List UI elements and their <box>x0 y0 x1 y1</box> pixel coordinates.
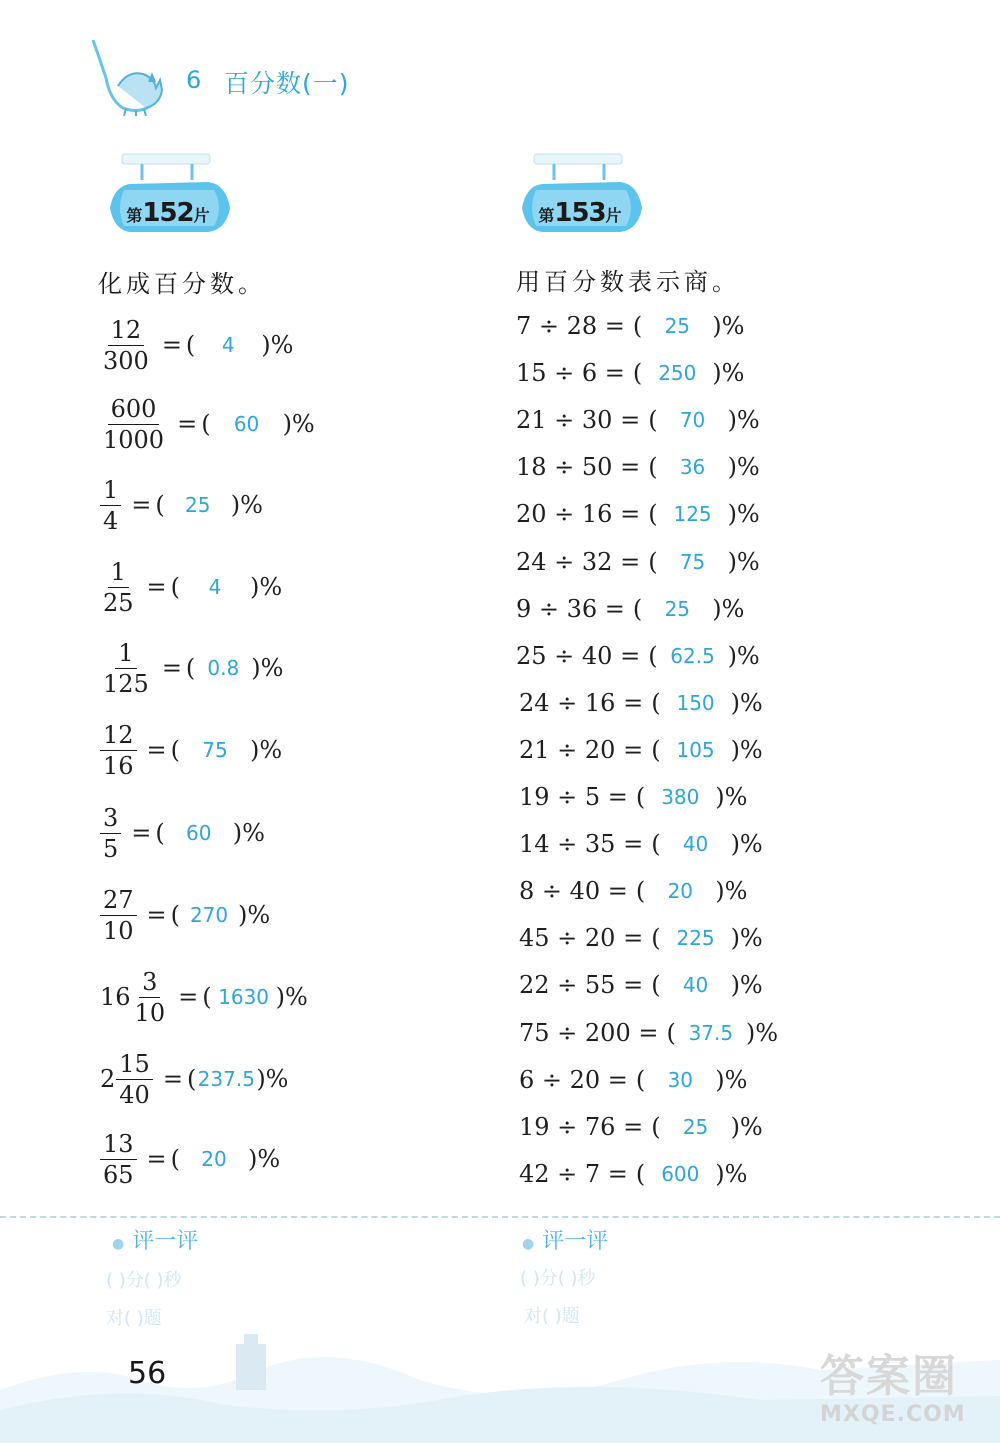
open-paren: ( <box>170 736 181 764</box>
division-problem <box>519 1107 763 1147</box>
time-line-left: ( )分( )秒 <box>106 1270 182 1291</box>
numerator: 1 <box>100 475 121 506</box>
answer-value: 225 <box>676 926 715 951</box>
open-paren: ( <box>651 830 661 859</box>
division-expression: 22 ÷ 55 = <box>519 971 644 1000</box>
denominator: 10 <box>103 916 134 945</box>
denominator: 25 <box>103 588 134 617</box>
close-paren-percent: )% <box>251 654 284 682</box>
fraction <box>100 1129 137 1190</box>
answer-value: 62.5 <box>670 643 715 668</box>
division-expression: 75 ÷ 200 = <box>519 1018 659 1047</box>
open-paren: ( <box>185 654 196 682</box>
answer-value: 20 <box>667 879 694 904</box>
division-expression: 19 ÷ 76 = <box>519 1112 644 1141</box>
open-paren: ( <box>155 491 165 519</box>
badge-number: 153 <box>554 198 606 228</box>
close-paren-percent: )% <box>730 688 763 717</box>
denominator: 4 <box>103 506 119 535</box>
denominator: 1000 <box>103 425 165 454</box>
division-expression: 45 ÷ 20 = <box>519 924 644 953</box>
answer-value: 75 <box>202 738 228 762</box>
equals-sign: = <box>177 410 198 438</box>
fraction-problem <box>100 798 265 868</box>
answer-value: 380 <box>661 785 700 809</box>
answer-value: 20 <box>201 1147 227 1171</box>
watermark-logo: 答案圈 <box>820 1351 958 1402</box>
denominator: 300 <box>103 346 149 375</box>
division-expression: 24 ÷ 16 = <box>519 688 644 717</box>
answer-value: 60 <box>186 821 212 845</box>
time-line-right: ( )分( )秒 <box>520 1268 596 1289</box>
numerator: 1 <box>108 557 129 588</box>
open-paren: ( <box>632 359 643 388</box>
division-problem <box>516 353 744 393</box>
division-expression: 18 ÷ 50 = <box>516 453 641 482</box>
division-problem <box>516 542 760 582</box>
division-expression: 9 ÷ 36 = <box>516 594 625 623</box>
denominator: 125 <box>103 669 149 698</box>
open-paren: ( <box>635 1065 646 1094</box>
instruction-right: 用百分数表示商。 <box>516 268 740 296</box>
division-problem <box>519 777 747 817</box>
open-paren: ( <box>651 971 661 1000</box>
fraction <box>100 720 137 781</box>
open-paren: ( <box>651 924 661 953</box>
denominator: 10 <box>134 998 166 1027</box>
close-paren-percent: )% <box>712 359 745 388</box>
close-paren-percent: )% <box>727 500 760 529</box>
numerator: 12 <box>108 315 145 346</box>
bullet-icon: ● <box>522 1236 535 1252</box>
answer-value: 37.5 <box>688 1020 734 1045</box>
mixed-whole: 2 <box>100 1065 116 1093</box>
badge-prefix: 第 <box>126 206 143 225</box>
close-paren-percent: )% <box>256 1065 289 1093</box>
division-problem <box>519 824 763 864</box>
fraction-problem <box>100 552 282 622</box>
close-paren-percent: )% <box>715 877 748 906</box>
division-expression: 6 ÷ 20 = <box>519 1065 628 1094</box>
fraction-problem <box>100 880 270 950</box>
watermark <box>820 1340 995 1440</box>
division-expression: 42 ÷ 7 = <box>519 1159 628 1188</box>
numerator: 27 <box>100 885 137 916</box>
close-paren-percent: )% <box>712 594 745 623</box>
answer-value: 4 <box>208 575 222 599</box>
close-paren-percent: )% <box>727 547 760 576</box>
answer-value: 125 <box>673 502 712 527</box>
denominator: 16 <box>103 751 134 780</box>
close-paren-percent: )% <box>730 735 763 764</box>
answer-value: 250 <box>658 361 697 386</box>
bullet-icon: ● <box>112 1236 125 1252</box>
open-paren: ( <box>635 877 646 906</box>
equals-sign: = <box>161 654 182 682</box>
close-paren-percent: )% <box>715 1065 748 1094</box>
answer-value: 4 <box>221 333 235 357</box>
answer-value: 270 <box>189 903 229 927</box>
close-paren-percent: )% <box>730 924 763 953</box>
instruction-left: 化成百分数。 <box>98 270 266 298</box>
cat-icon <box>88 30 178 116</box>
denominator: 65 <box>103 1160 134 1189</box>
mixed-whole: 16 <box>100 983 131 1011</box>
answer-value: 40 <box>682 973 709 998</box>
fraction-problem <box>100 1124 280 1194</box>
open-paren: ( <box>632 594 643 623</box>
open-paren: ( <box>651 1112 661 1141</box>
close-paren-percent: )% <box>715 783 748 811</box>
open-paren: ( <box>651 688 661 717</box>
answer-value: 105 <box>676 737 715 762</box>
numerator: 600 <box>108 394 160 425</box>
answer-value: 600 <box>661 1161 700 1186</box>
division-problem <box>519 1060 747 1100</box>
badge-text <box>108 198 228 228</box>
correct-line-left: 对( )题 <box>106 1308 162 1329</box>
close-paren-percent: )% <box>250 736 283 764</box>
division-problem <box>516 447 760 487</box>
fraction <box>132 967 169 1028</box>
evaluation-title-left <box>112 1224 198 1255</box>
open-paren: ( <box>202 983 212 1011</box>
division-problem <box>519 965 763 1005</box>
open-paren: ( <box>648 641 658 670</box>
answer-value: 237.5 <box>197 1067 255 1091</box>
denominator: 5 <box>103 834 119 863</box>
answer-value: 70 <box>679 408 706 433</box>
fraction <box>100 803 121 864</box>
section-divider <box>0 1216 1000 1218</box>
division-problem <box>516 306 744 346</box>
equals-sign: = <box>146 736 167 764</box>
numerator: 1 <box>115 638 136 669</box>
answer-value: 25 <box>664 596 691 621</box>
open-paren: ( <box>170 573 181 601</box>
fraction-problem <box>100 310 293 380</box>
open-paren: ( <box>632 312 643 340</box>
close-paren-percent: )% <box>745 1018 778 1047</box>
close-paren-percent: )% <box>250 573 283 601</box>
open-paren: ( <box>201 410 211 438</box>
evaluation-title-right <box>522 1224 608 1255</box>
equals-sign: = <box>161 331 182 359</box>
equals-sign: = <box>146 1145 167 1173</box>
denominator: 40 <box>119 1080 150 1109</box>
answer-value: 30 <box>667 1067 694 1092</box>
equals-sign: = <box>162 1065 183 1093</box>
answer-value: 75 <box>679 549 706 574</box>
close-paren-percent: )% <box>730 830 763 859</box>
division-expression: 25 ÷ 40 = <box>516 641 641 670</box>
close-paren-percent: )% <box>727 641 760 670</box>
answer-value: 1630 <box>218 985 270 1009</box>
evaluation-label: 评一评 <box>132 1229 199 1254</box>
numerator: 3 <box>139 967 160 998</box>
fraction-problem <box>100 389 315 459</box>
badge-number: 152 <box>142 198 194 228</box>
open-paren: ( <box>648 500 658 529</box>
division-expression: 21 ÷ 20 = <box>519 735 644 764</box>
open-paren: ( <box>170 901 181 929</box>
evaluation-label: 评一评 <box>542 1229 609 1254</box>
answer-value: 150 <box>676 690 715 715</box>
lesson-badge-left <box>108 150 238 245</box>
open-paren: ( <box>648 453 658 482</box>
division-problem <box>519 730 763 770</box>
lesson-badge-right <box>520 150 650 245</box>
open-paren: ( <box>155 819 165 847</box>
division-problem <box>519 918 763 958</box>
open-paren: ( <box>185 331 196 359</box>
close-paren-percent: )% <box>248 1145 281 1173</box>
numerator: 13 <box>100 1129 137 1160</box>
fraction <box>100 475 121 536</box>
answer-value: 40 <box>682 832 709 857</box>
badge-prefix: 第 <box>538 206 555 225</box>
close-paren-percent: )% <box>275 983 308 1011</box>
close-paren-percent: )% <box>282 410 315 438</box>
division-expression: 21 ÷ 30 = <box>516 406 641 435</box>
fraction-problem <box>100 962 308 1032</box>
equals-sign: = <box>131 819 152 847</box>
close-paren-percent: )% <box>727 453 760 482</box>
fraction <box>100 315 152 376</box>
correct-line-right: 对( )题 <box>524 1306 580 1327</box>
answer-value: 0.8 <box>207 656 240 680</box>
answer-value: 25 <box>682 1114 709 1139</box>
numerator: 15 <box>116 1049 153 1080</box>
answer-value: 25 <box>185 493 211 517</box>
close-paren-percent: )% <box>232 819 265 847</box>
fraction <box>100 557 137 618</box>
division-expression: 15 ÷ 6 = <box>516 359 625 388</box>
division-problem <box>516 494 760 534</box>
division-problem <box>516 400 760 440</box>
answer-value: 36 <box>679 455 706 480</box>
division-expression: 14 ÷ 35 = <box>519 830 644 859</box>
open-paren: ( <box>648 547 658 576</box>
open-paren: ( <box>186 1065 197 1093</box>
division-expression: 24 ÷ 32 = <box>516 547 641 576</box>
close-paren-percent: )% <box>727 406 760 435</box>
division-problem <box>519 871 747 911</box>
close-paren-percent: )% <box>715 1159 748 1188</box>
division-problem <box>519 1013 778 1053</box>
fraction-problem <box>100 633 283 703</box>
division-problem <box>516 636 760 676</box>
badge-suffix: 片 <box>193 206 210 225</box>
chapter-number: 6 <box>186 66 202 94</box>
close-paren-percent: )% <box>230 491 263 519</box>
close-paren-percent: )% <box>730 971 763 1000</box>
fraction <box>100 638 152 699</box>
open-paren: ( <box>635 1159 646 1188</box>
close-paren-percent: )% <box>261 331 294 359</box>
division-expression: 19 ÷ 5 = <box>519 783 628 811</box>
division-expression: 7 ÷ 28 = <box>516 312 625 340</box>
fraction-problem <box>100 470 263 540</box>
equals-sign: = <box>131 491 152 519</box>
watermark-url: MXQE.COM <box>820 1402 966 1427</box>
fraction <box>100 394 167 455</box>
division-expression: 8 ÷ 40 = <box>519 877 628 906</box>
equals-sign: = <box>146 901 167 929</box>
page-number: 56 <box>128 1356 167 1391</box>
fraction-problem <box>100 715 282 785</box>
equals-sign: = <box>146 573 167 601</box>
open-paren: ( <box>170 1145 181 1173</box>
division-problem <box>519 1154 747 1194</box>
fraction <box>100 885 137 946</box>
open-paren: ( <box>666 1018 676 1047</box>
numerator: 12 <box>100 720 137 751</box>
close-paren-percent: )% <box>238 901 271 929</box>
badge-text <box>520 198 640 228</box>
chapter-title: 百分数(一) <box>224 69 350 98</box>
numerator: 3 <box>100 803 121 834</box>
answer-value: 25 <box>664 314 691 338</box>
division-expression: 20 ÷ 16 = <box>516 500 641 529</box>
fraction-problem <box>100 1044 288 1114</box>
fraction <box>116 1049 153 1110</box>
close-paren-percent: )% <box>730 1112 763 1141</box>
division-problem <box>519 683 763 723</box>
open-paren: ( <box>651 735 661 764</box>
open-paren: ( <box>635 783 646 811</box>
answer-value: 60 <box>233 412 260 436</box>
open-paren: ( <box>648 406 658 435</box>
division-problem <box>516 589 744 629</box>
close-paren-percent: )% <box>712 312 745 340</box>
badge-suffix: 片 <box>605 206 622 225</box>
equals-sign: = <box>178 983 199 1011</box>
